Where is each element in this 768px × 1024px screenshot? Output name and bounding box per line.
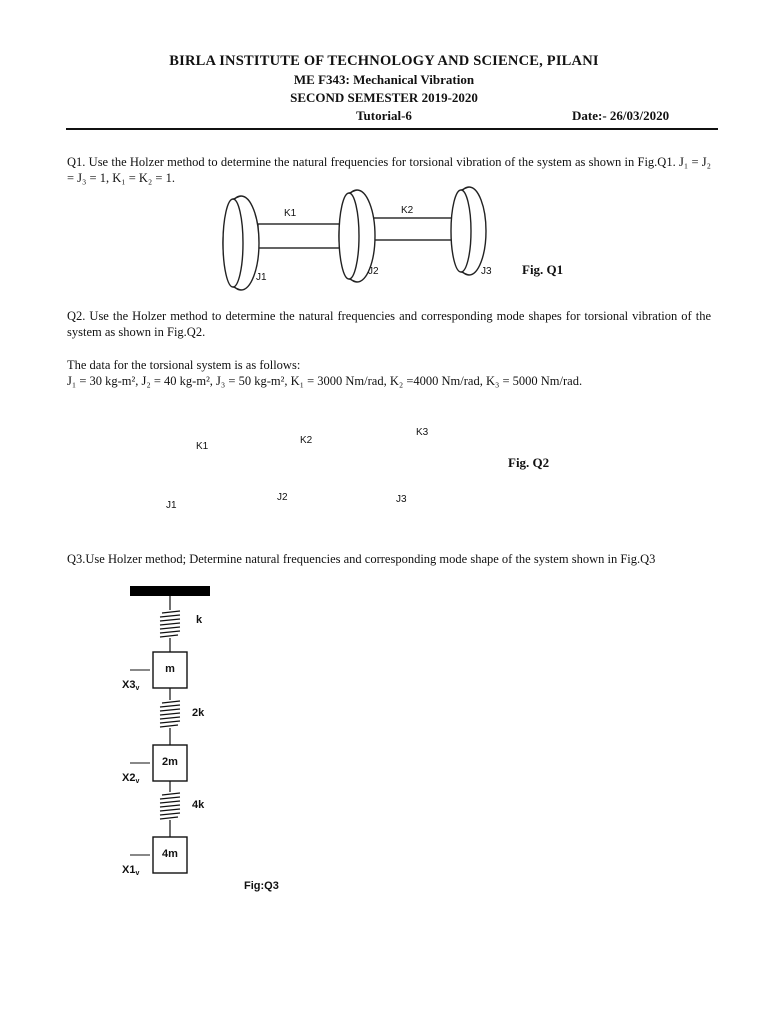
- spring-2k: [160, 701, 180, 727]
- shaft-k2: [370, 218, 456, 240]
- semester-title: SECOND SEMESTER 2019-2020: [290, 90, 478, 105]
- figure-q2-caption: Fig. Q2: [508, 455, 550, 470]
- figure-q3-drawing: [130, 586, 210, 873]
- tutorial-title: Tutorial-6: [356, 108, 412, 123]
- q2-label-k2: K2: [300, 435, 313, 446]
- label-k1: K1: [284, 208, 297, 219]
- q2-label-k1: K1: [196, 441, 209, 452]
- label-j1: J1: [256, 272, 267, 283]
- course-title: ME F343: Mechanical Vibration: [293, 72, 475, 87]
- question-3-text: Q3.Use Holzer method; Determine natural frequencies and corresponding mode shape of the system shown in Fig.Q3: [67, 552, 656, 566]
- q2-label-j2: J2: [277, 492, 288, 503]
- institute-name: BIRLA INSTITUTE OF TECHNOLOGY AND SCIENCE, PILANI: [169, 53, 599, 69]
- coord-label-x1: X1v: [122, 864, 140, 877]
- coord-label-x3: X3v: [122, 679, 140, 692]
- disc-j3: [451, 187, 486, 275]
- spring-4k: [160, 793, 180, 819]
- spring-label-4k: 4k: [192, 799, 205, 811]
- label-j3: J3: [481, 266, 492, 277]
- spring-label-k: k: [196, 614, 203, 626]
- figure-q3-caption: Fig:Q3: [244, 880, 279, 892]
- q2-label-j1: J1: [166, 500, 177, 511]
- shaft-k1: [258, 224, 342, 248]
- q2-label-j3: J3: [396, 494, 407, 505]
- spring-k: [160, 611, 180, 637]
- q2-label-k3: K3: [416, 427, 429, 438]
- fixed-support: [130, 586, 210, 596]
- question-2-text: Q2. Use the Holzer method to determine the natural frequencies and corresponding mode shapes for torsional vibration of the system as shown in Fig.Q2.: [67, 309, 711, 339]
- coord-label-x2: X2v: [122, 772, 140, 785]
- figure-q1-caption: Fig. Q1: [522, 262, 564, 277]
- mass-label-4m: 4m: [162, 848, 178, 860]
- question-2-data: J₁ = 30 kg-m², J₂ = 40 kg-m², J₃ = 50 kg-m², K₁ = 3000 Nm/rad, K₂ =4000 Nm/rad, K₃ = 5000 Nm/rad.: [67, 374, 583, 388]
- question-1-text: Q1. Use the Holzer method to determine the natural frequencies for torsional vibration of the system as shown in Fig.Q1. J₁ = J₂ = J₃ = 1, K₁ = K₂ = 1.: [67, 155, 711, 185]
- label-j2: J2: [368, 266, 379, 277]
- question-2-data-intro: The data for the torsional system is as follows:: [67, 358, 301, 372]
- mass-label-2m: 2m: [162, 756, 178, 768]
- mass-label-m: m: [165, 663, 175, 675]
- spring-label-2k: 2k: [192, 707, 205, 719]
- label-k2: K2: [401, 205, 414, 216]
- disc-j1: [223, 196, 259, 290]
- document-date: Date:- 26/03/2020: [572, 108, 670, 123]
